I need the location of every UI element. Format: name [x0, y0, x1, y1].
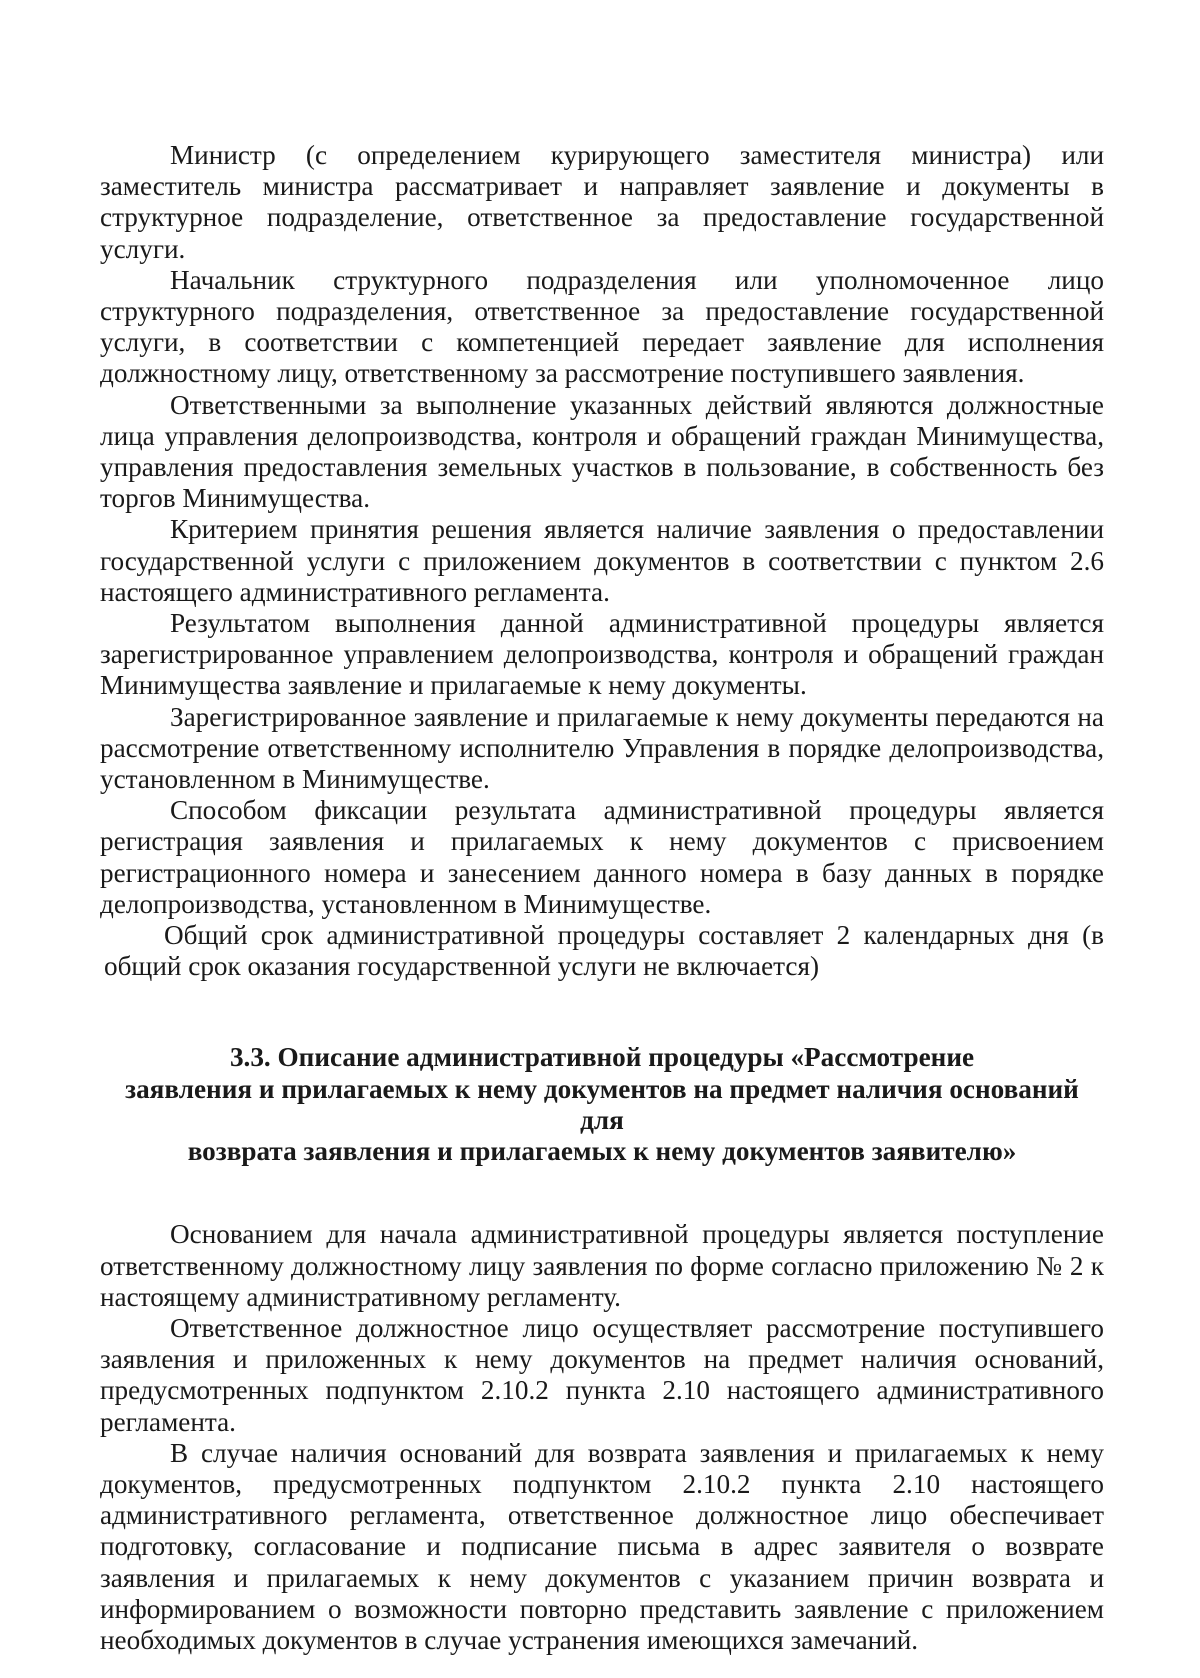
document-page — [100, 140, 1104, 1656]
paragraph: В случае наличия оснований для возврата заявления и прилагаемых к нему документов, предусмотренных подпунктом 2.10.2 пункта 2.10 настоящего административного регламента, ответственное должностное лицо обеспечивает подготовку, согласование и подписание письма в адрес заявителя о возврате заявления и прилагаемых к нему документов с указанием причин возврата и информированием о возможности повторно представить заявление с приложением необходимых документов в случае устранения имеющихся замечаний. — [100, 1437, 1104, 1655]
paragraph: Общий срок административной процедуры составляет 2 календарных дня (в общий срок оказания государственной услуги не включается) — [104, 920, 1104, 982]
paragraph: Начальник структурного подразделения или уполномоченное лицо структурного подразделения, ответственное за предоставление государственной услуги, в соответствии с компетенцией передает заявление для исполнения должностному лицу, ответственному за рассмотрение поступившего заявления. — [100, 264, 1104, 389]
paragraph: Ответственными за выполнение указанных действий являются должностные лица управления делопроизводства, контроля и обращений граждан Минимущества, управления предоставления земельных участков в пользование, в собственность без торгов Минимущества. — [100, 389, 1104, 514]
section-heading — [100, 1042, 1104, 1167]
paragraph: Критерием принятия решения является наличие заявления о предоставлении государственной услуги с приложением документов в соответствии с пунктом 2.6 настоящего административного регламента. — [100, 514, 1104, 607]
paragraph: Основанием для начала административной процедуры является поступление ответственному должностному лицу заявления по форме согласно приложению № 2 к настоящему административному регламенту. — [100, 1219, 1104, 1312]
paragraph: Зарегистрированное заявление и прилагаемые к нему документы передаются на рассмотрение ответственному исполнителю Управления в порядке делопроизводства, установленном в Минимуществе. — [100, 701, 1104, 795]
paragraph: Ответственное должностное лицо осуществляет рассмотрение поступившего заявления и приложенных к нему документов на предмет наличия оснований, предусмотренных подпунктом 2.10.2 пункта 2.10 настоящего административного регламента. — [100, 1312, 1104, 1437]
section-heading-line: 3.3. Описание административной процедуры «Рассмотрение — [229, 1042, 975, 1073]
paragraph: Способом фиксации результата административной процедуры является регистрация заявления и прилагаемых к нему документов с присвоением регистрационного номера и занесением данного номера в базу данных в порядке делопроизводства, установленном в Минимуществе. — [100, 795, 1104, 919]
section-heading-line: возврата заявления и прилагаемых к нему документов заявителю» — [187, 1136, 1017, 1167]
paragraph: Министр (с определением курирующего заместителя министра) или заместитель министра рассматривает и направляет заявление и документы в структурное подразделение, ответственное за предоставление государственной услуги. — [100, 140, 1104, 264]
section-heading-line: заявления и прилагаемых к нему документов на предмет наличия оснований для — [125, 1073, 1079, 1135]
paragraph: Результатом выполнения данной административной процедуры является зарегистрированное управлением делопроизводства, контроля и обращений граждан Минимущества заявление и прилагаемые к нему документы. — [100, 608, 1104, 701]
